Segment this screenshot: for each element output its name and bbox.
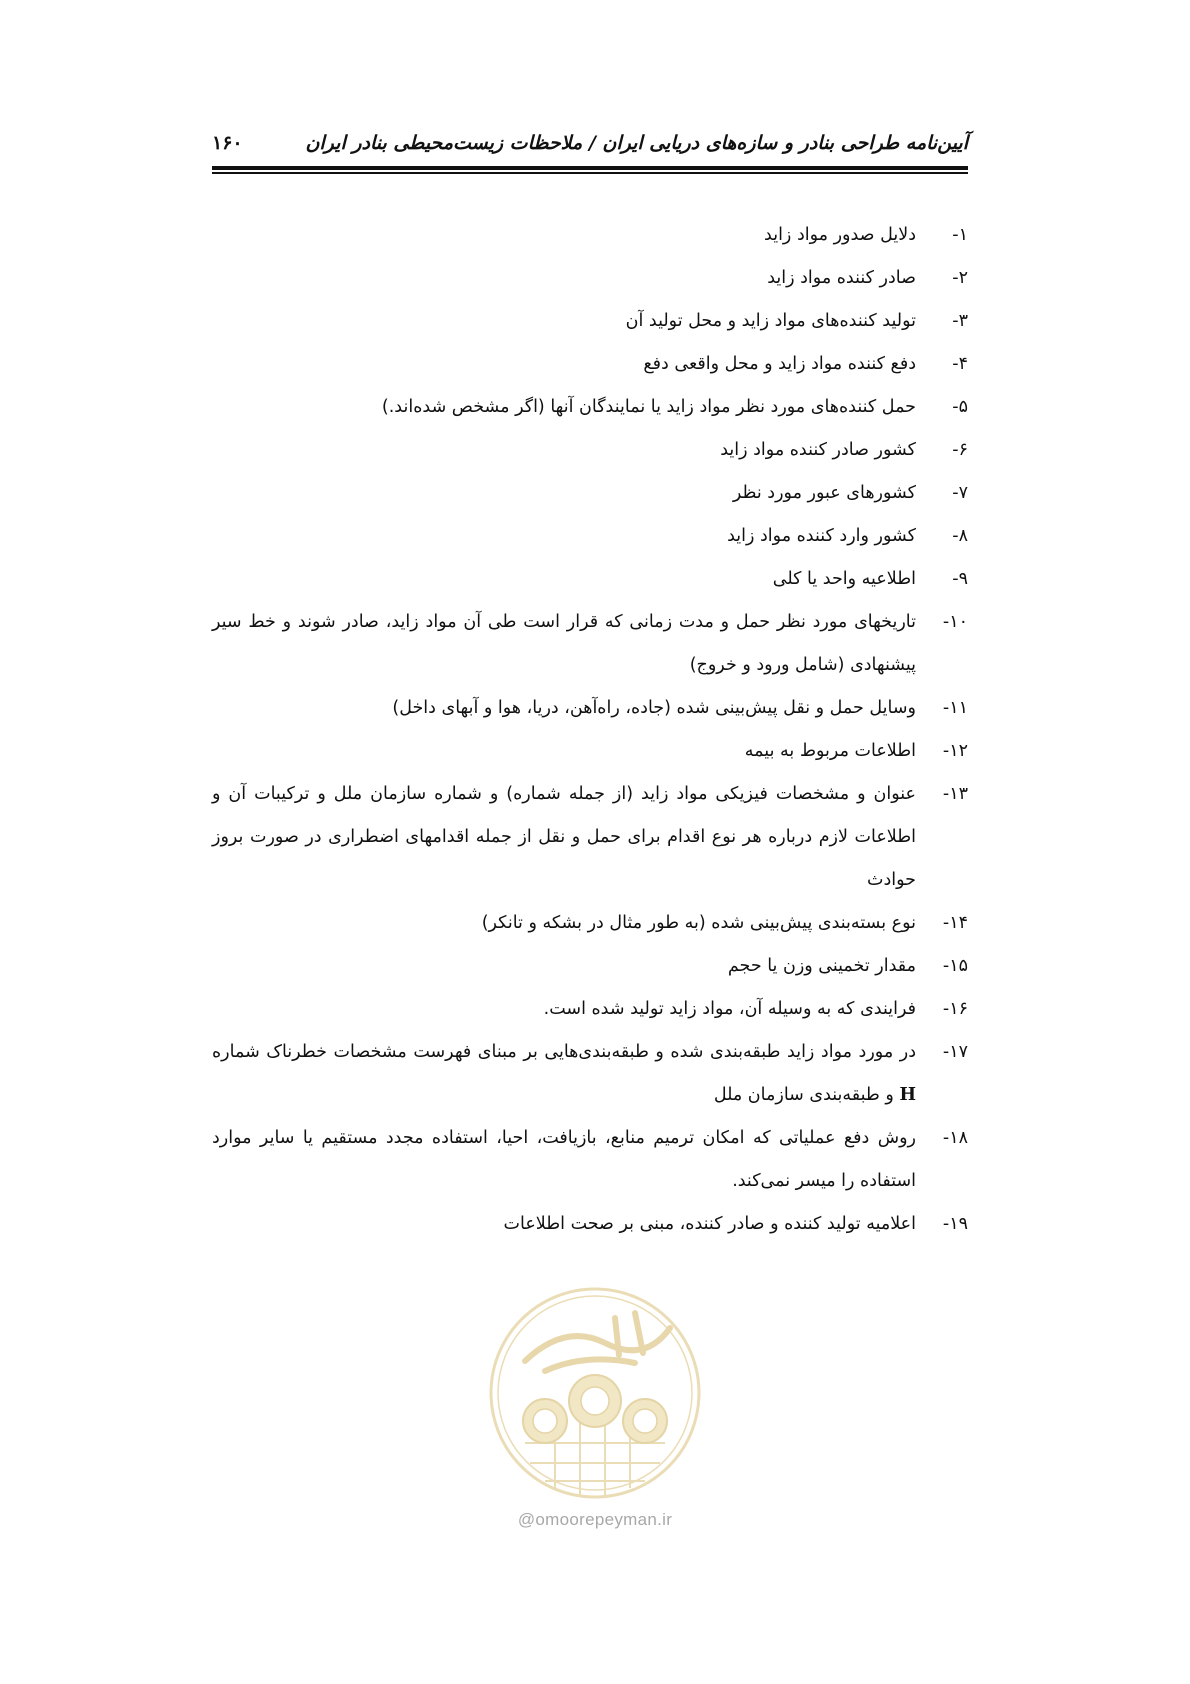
list-item (212, 257, 968, 300)
item-number: ۱- (952, 225, 968, 245)
item-text: اطلاعات مربوط به بیمه (744, 741, 916, 761)
item-text: اطلاعیه واحد یا کلی (772, 569, 916, 589)
page-header (212, 128, 968, 164)
list-item (212, 988, 968, 1031)
item-number: ۱۷- (942, 1042, 968, 1062)
item-text: دلایل صدور مواد زاید (764, 225, 916, 245)
item-text: روش دفع عملیاتی که امکان ترمیم منابع، بازیافت، احیا، استفاده مجدد مستقیم یا سایر موارد استفاده را میسر نمی‌کند. (212, 1128, 916, 1191)
item-number: ۱۱- (942, 698, 968, 718)
item-text: تاریخهای مورد نظر حمل و مدت زمانی که قرار است طی آن مواد زاید، صادر شوند و خط سیر پیشنهادی (شامل ورود و خروج) (212, 612, 916, 675)
header-title: آیین‌نامه طراحی بنادر و سازه‌های دریایی ایران / ملاحظات زیست‌محیطی بنادر ایران (305, 132, 968, 154)
item-text: فرایندی که به وسیله آن، مواد زاید تولید شده است. (543, 999, 916, 1019)
list-item (212, 1031, 968, 1117)
hazard-code: H (899, 1085, 916, 1105)
item-text: عنوان و مشخصات فیزیکی مواد زاید (از جمله شماره) و شماره سازمان ملل و ترکیبات آن و اطلاعات لازم درباره هر نوع اقدام برای حمل و نقل از جمله اقدامهای اضطراری در صورت بروز حوادث (212, 784, 916, 890)
item-number: ۱۲- (942, 741, 968, 761)
page-number: ۱۶۰ (212, 132, 243, 154)
list-item (212, 1203, 968, 1246)
item-text: صادر کننده مواد زاید (767, 268, 916, 288)
list-item (212, 429, 968, 472)
watermark-seal-logo (485, 1283, 705, 1503)
list-item (212, 902, 968, 945)
list-item (212, 1117, 968, 1203)
item-number: ۵- (952, 397, 968, 417)
item-number: ۹- (952, 569, 968, 589)
item-text: حمل کننده‌های مورد نظر مواد زاید یا نمایندگان آنها (اگر مشخص شده‌اند.) (381, 397, 916, 417)
item-number: ۲- (952, 268, 968, 288)
item-text: دفع کننده مواد زاید و محل واقعی دفع (643, 354, 916, 374)
list-item (212, 945, 968, 988)
requirements-list (212, 214, 968, 1246)
header-rule-thick (212, 166, 968, 170)
list-item (212, 300, 968, 343)
list-item (212, 386, 968, 429)
item-number: ۱۰- (942, 612, 968, 632)
item-number: ۱۸- (942, 1128, 968, 1148)
item-number: ۱۵- (942, 956, 968, 976)
list-item (212, 601, 968, 687)
item-text: نوع بسته‌بندی پیش‌بینی شده (به طور مثال در بشکه و تانکر) (481, 913, 916, 933)
item-number: ۶- (952, 440, 968, 460)
item-text: کشور صادر کننده مواد زاید (720, 440, 916, 460)
item-number: ۱۳- (942, 784, 968, 804)
item-text: تولید کننده‌های مواد زاید و محل تولید آن (625, 311, 916, 331)
item-number: ۸- (952, 526, 968, 546)
list-item (212, 687, 968, 730)
item-text: وسایل حمل و نقل پیش‌بینی شده (جاده، راه‌آهن، دریا، هوا و آبهای داخل) (392, 698, 916, 718)
list-item (212, 515, 968, 558)
item-number: ۴- (952, 354, 968, 374)
item-text-part: در مورد مواد زاید طبقه‌بندی شده و طبقه‌بندی‌هایی بر مبنای فهرست مشخصات خطرناک شماره (212, 1042, 916, 1062)
item-text: مقدار تخمینی وزن یا حجم (727, 956, 916, 976)
item-number: ۱۴- (942, 913, 968, 933)
watermark-caption: @omoorepeyman.ir (517, 1510, 673, 1529)
item-number: ۷- (952, 483, 968, 503)
list-item (212, 343, 968, 386)
item-number: ۳- (952, 311, 968, 331)
list-item (212, 773, 968, 902)
item-number: ۱۹- (942, 1214, 968, 1234)
list-item (212, 730, 968, 773)
item-text: کشور وارد کننده مواد زاید (727, 526, 916, 546)
list-item (212, 472, 968, 515)
item-text: کشورهای عبور مورد نظر (732, 483, 916, 503)
item-text: اعلامیه تولید کننده و صادر کننده، مبنی بر صحت اطلاعات (503, 1214, 916, 1234)
list-item (212, 558, 968, 601)
item-number: ۱۶- (942, 999, 968, 1019)
item-text (212, 1031, 916, 1117)
list-item (212, 214, 968, 257)
header-rule-thin (212, 172, 968, 174)
item-text-part: و طبقه‌بندی سازمان ملل (713, 1085, 894, 1105)
